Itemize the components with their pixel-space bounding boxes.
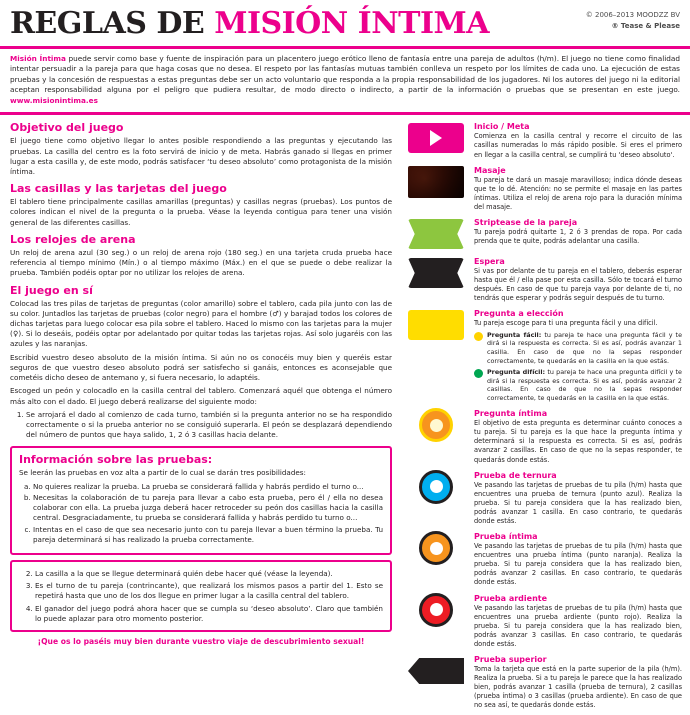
- legend-title: Striptease de la pareja: [474, 218, 578, 228]
- legend-title: Pregunta a elección: [474, 309, 564, 319]
- legend-body: Ve pasando las tarjetas de pruebas de tu pila (h/m) hasta que encuentres una prueba de ternura (punto azul). Realiza la prueba. Si tu pareja considera que la has realizado bien, podrás avanzar 1 casilla. En caso contrario, te quedarás donde estás.: [474, 480, 682, 525]
- legend-title: Prueba de ternura: [474, 470, 557, 480]
- website-link[interactable]: www.misionintima.es: [10, 95, 98, 105]
- legend-title: Inicio / Meta: [474, 122, 530, 132]
- pruebas-info-list: [33, 482, 383, 545]
- black-arrow-card-icon: [404, 654, 468, 688]
- legend-item-prueba-ternura: [404, 470, 682, 526]
- yellow-card-icon: [404, 308, 468, 342]
- legend-body: El objetivo de esta pregunta es determinar cuánto conoces a tu pareja. Si tu pareja es la que hace la pregunta íntima y determinará si la respuesta es correcta. Si es así, podrás avanzar 2 casillas. En caso de que no la sepas responder, te quedarás donde estás.: [474, 419, 682, 464]
- legend-title: Pregunta íntima: [474, 409, 548, 419]
- legend-body: Tu pareja te dará un masaje maravilloso; indica dónde deseas que te lo dé. Atención: no se permite el masaje en las partes íntimas. Utiliza el reloj de arena rojo para la duración mínima del masaje.: [474, 175, 682, 211]
- legend-title: Prueba íntima: [474, 532, 538, 542]
- legend-title: Prueba superior: [474, 655, 547, 665]
- title-part-1: REGLAS DE: [10, 6, 215, 41]
- section-text-casillas: El tablero tiene principalmente casillas amarillas (preguntas) y casillas negras (pruebas). Los puntos de colores indican el nivel de la pregunta o la prueba. Véase la leyenda contigua para tener una visión general de las diferentes casillas.: [10, 197, 392, 227]
- closing-message: ¡Que os lo paséis muy bien durante vuestro viaje de descubrimiento sexual!: [37, 637, 365, 647]
- section-title-objetivo: Objetivo del juego: [10, 121, 124, 135]
- legend-title: Espera: [474, 257, 505, 267]
- intro-lead: Misión Íntima: [10, 53, 66, 63]
- copyright-block: [586, 10, 680, 31]
- list-item: 1. Se arrojará el dado al comienzo de cada turno, también si la pregunta anterior no se ha respondido correctamente o si la prueba anterior no se consiguió superarla. El peón se desplazará dependiendo del número de puntos que haya salido, 1, 2 ó 3 casillas hacia delante.: [26, 410, 392, 441]
- section-title-relojes: Los relojes de arena: [10, 232, 136, 246]
- page-header: [0, 0, 690, 49]
- intro-text: puede servir como base y fuente de inspiración para un placentero juego erótico lleno de fantasía entre una pareja de adultos (h/m). El juego no tiene como finalidad intentar persuadir a la pareja para que haga cosas que no desea. El respeto por las fantasías mutuas también conlleva un respeto por los límites de cada uno. La ejecución de estas pruebas y la concesión de respuestas a estas preguntas debe ser un acto voluntario que responda a la propia responsabilidad de los jugadores. Ni los autores del juego ni la editorial aceptan responsabilidad alguna por el peligro que pudiera resultar, de modo directo o indirecto, a partir de la información o pruebas que se presentan en este juego.: [10, 53, 680, 95]
- legend-sub-label: Pregunta fácil:: [487, 330, 542, 339]
- section-text-juego-2: Escribid vuestro deseo absoluto de la misión íntima. Si aún no os conocéis muy bien y queréis estar seguros de que vuestro deseo absoluto podrá ser satisfecho si ganáis, entonces es aconsejable que cometéis dicho deseo de antemano y, si fuera necesario, lo adaptéis.: [10, 352, 392, 383]
- game-steps-list-part1: [26, 410, 392, 441]
- page-body: [0, 115, 690, 715]
- green-dot-icon: [474, 369, 483, 378]
- orange-circle-small-icon: [404, 531, 468, 565]
- game-steps-list-part2: [35, 569, 383, 624]
- title-part-2: MISIÓN ÍNTIMA: [214, 6, 489, 41]
- legend-item-striptease: [404, 217, 682, 251]
- yellow-dot-icon: [474, 332, 483, 341]
- legend-body: Tu pareja escoge para ti una pregunta fácil y una difícil.: [474, 319, 658, 328]
- brand-text: ® Tease & Please: [611, 21, 680, 30]
- list-item: 2. La casilla a la que se llegue determinará quién debe hacer qué (véase la leyenda).: [35, 569, 383, 579]
- intro-paragraph: [0, 49, 690, 116]
- game-steps-box: [10, 560, 392, 632]
- green-chevron-card-icon: [404, 217, 468, 251]
- pruebas-info-title: Información sobre las pruebas:: [19, 453, 213, 467]
- legend-item-inicio-meta: [404, 121, 682, 159]
- legend-item-prueba-superior: [404, 654, 682, 710]
- section-title-juego: El juego en sí: [10, 283, 93, 297]
- list-item: b. Necesitas la colaboración de tu pareja para llevar a cabo esta prueba, pero él / ella no desea colaborar con ella. La prueba juzga deberá hacer retroceder su peón dos casillas hacia la casilla central. Desgraciadamente, tu prueba se considerará fallida y habrás perdido tu turno o...: [33, 493, 383, 524]
- legend-item-espera: [404, 256, 682, 303]
- legend-sub-item-dificil: [474, 368, 682, 403]
- legend-body: Tu pareja podrá quitarte 1, 2 ó 3 prendas de ropa. Por cada prenda que te quite, podrás adelantar una casilla.: [474, 228, 682, 246]
- section-text-relojes: Un reloj de arena azul (30 seg.) o un reloj de arena rojo (180 seg.) en una tarjeta cruda prueba hace referencia al tiempo mínimo (Mín.) o al tiempo máximo (Máx.) en el que se puede o debe realizar la prueba. También podéis optar por no utilizar los relojes de arena.: [10, 247, 392, 278]
- list-item: 4. El ganador del juego podrá ahora hacer que se cumpla su ‘deseo absoluto’. Claro que también lo puede aplazar para otro momento posterior.: [35, 604, 383, 624]
- start-finish-marker-icon: [404, 121, 468, 155]
- black-chevron-card-icon: [404, 256, 468, 290]
- left-column: [0, 115, 400, 715]
- section-text-objetivo: El juego tiene como objetivo llegar lo antes posible respondiendo a las preguntas y ejecutando las pruebas. La casilla del centro es la foto servirá de inicio y de meta. Habrás ganado si llegas en primer lugar a esta casilla y, de este modo, podrás satisfacer ‘tu deseo absoluto’ como protagonista de la misión íntima.: [10, 136, 392, 177]
- legend-body: Ve pasando las tarjetas de pruebas de tu pila (h/m) hasta que encuentres una prueba ardiente (punto rojo). Realiza la prueba. Si tu pareja considera que la has realizado bien, podrás avanzar 3 casillas. En caso contrario, te quedarás donde estás.: [474, 603, 682, 648]
- red-circle-icon: [404, 593, 468, 627]
- legend-body: Comienza en la casilla central y recorre el circuito de las casillas numeradas lo más rápido posible. Si eres el primero en llegar a la casilla central, se cumplirá tu 'deseo absoluto'.: [474, 132, 682, 159]
- legend-body: Toma la tarjeta que está en la parte superior de la pila (h/m). Realiza la prueba. Si a tu pareja le parece que la has realizado bien, podrás avanzar 1 casilla (prueba de ternura), 2 casillas (prueba íntima) o 3 casillas (prueba ardiente). En caso de que no sea así, te quedarás donde estás.: [474, 665, 682, 710]
- legend-title: Masaje: [474, 165, 506, 175]
- orange-circle-icon: [404, 408, 468, 442]
- section-text-juego-3: Escoged un peón y colocadlo en la casilla central del tablero. Comenzará aquél que obtenga el número más alto con el dado. El juego deberá realizarse del siguiente modo:: [10, 386, 392, 406]
- list-item: 3. Es el turno de tu pareja (contrincante), que realizará los mismos pasos a partir del 1. Esto se repetirá hasta que uno de los dos llegue en primer lugar a la casilla central del tablero.: [35, 581, 383, 601]
- section-title-casillas: Las casillas y las tarjetas del juego: [10, 182, 227, 196]
- pruebas-info-box: [10, 446, 392, 555]
- legend-sub-item-facil: [474, 331, 682, 366]
- pruebas-info-intro: Se leerán las pruebas en voz alta a partir de lo cual se darán tres posibilidades:: [19, 468, 306, 478]
- copyright-text: © 2006–2013 MOODZZ BV: [585, 11, 680, 19]
- legend-column: [400, 115, 690, 715]
- legend-item-pregunta-eleccion: [404, 308, 682, 403]
- cyan-circle-icon: [404, 470, 468, 504]
- legend-body: Ve pasando las tarjetas de pruebas de tu pila (h/m) hasta que encuentres una prueba íntima (punto naranja). Realiza la prueba. Si tu pareja considera que la has realizado bien, podrás avanzar 2 casillas. En caso contrario, te quedarás donde estás.: [474, 542, 682, 587]
- page-title: [10, 8, 680, 40]
- list-item: a. No quieres realizar la prueba. La prueba se considerará fallida y habrás perdido el turno o...: [33, 482, 383, 492]
- legend-title: Prueba ardiente: [474, 593, 548, 603]
- massage-photo-icon: [404, 165, 468, 199]
- legend-item-pregunta-intima: [404, 408, 682, 464]
- list-item: c. Intentas en el caso de que sea necesario junto con tu pareja llevar a buen término la prueba. Tu pareja determinará si has realizado la prueba correctamente.: [33, 525, 383, 545]
- legend-body: Si vas por delante de tu pareja en el tablero, deberás esperar hasta que él / ella pase por esta casilla. Sólo te tocará el turno después. En caso de que tu pareja vaya por delante de ti, no tendrás que esperar y podrás seguir después de tu turno.: [474, 267, 682, 303]
- legend-sub-text: tu pareja te hace una pregunta difícil y te dirá si la respuesta es correcta. Si es así, podrás avanzar 2 casillas. En caso de que no la sepas responder correctamente, te quedarás en la casilla en la que estás.: [487, 367, 682, 403]
- legend-sub-text: tu pareja te hace una pregunta fácil y te dirá si la respuesta es correcta. Si es así, podrás avanzar 1 casilla. En caso de que no la sepas responder correctamente, te quedarás en la casilla en la que estás.: [487, 330, 682, 365]
- legend-item-masaje: [404, 165, 682, 212]
- section-text-juego-1: Colocad las tres pilas de tarjetas de preguntas (color amarillo) sobre el tablero, cada pila junto con las de su color. Juntadlos las tarjetas de pruebas (color negro) para el hombre (♂) y barajad todos los colores de dichas tarjetas para luego colocar esa pila sobre el tablero. Haced lo mismo con las tarjetas para la mujer (♀). Si lo deseáis, podéis optar por adelantado por quitar todas las tarjetas rojas. Así solo jugaréis con las azules y las naranjas.: [10, 298, 392, 349]
- legend-item-prueba-intima: [404, 531, 682, 587]
- legend-sub-label: Pregunta difícil:: [487, 367, 546, 376]
- legend-item-prueba-ardiente: [404, 593, 682, 649]
